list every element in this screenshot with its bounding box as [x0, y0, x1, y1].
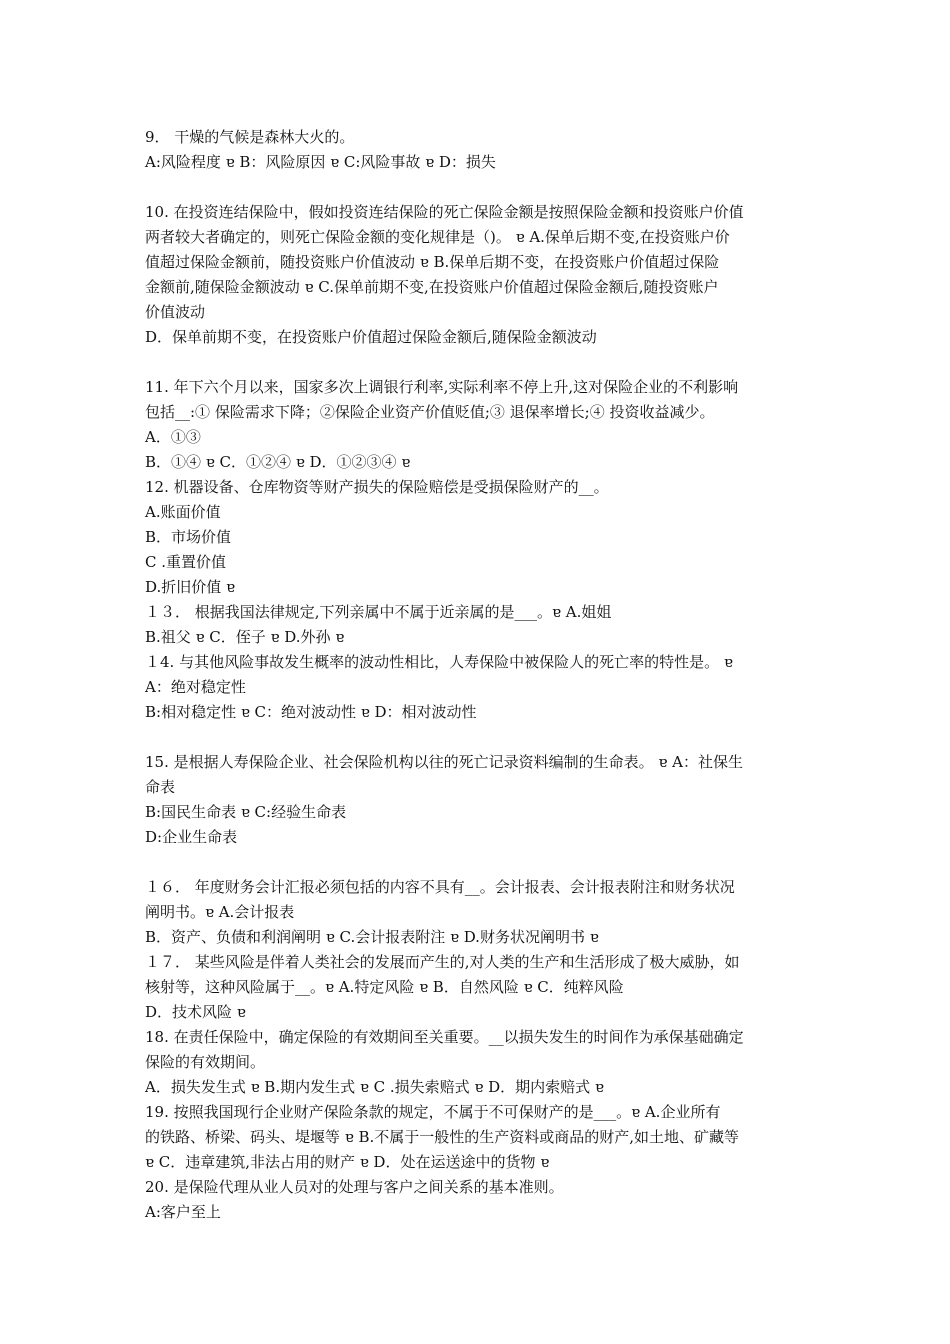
text-line: 命表: [145, 778, 176, 796]
text-line: A:风险程度 ɐ B：风险原因 ɐ C:风险事故 ɐ D：损失: [145, 153, 496, 171]
text-line: １３． 根据我国法律规定,下列亲属中不属于近亲属的是___。ɐ A.姐姐: [145, 603, 612, 621]
text-line: D．技术风险 ɐ: [145, 1003, 246, 1021]
text-line: １６． 年度财务会计汇报必须包括的内容不具有__。会计报表、会计报表附注和财务状况: [145, 878, 735, 896]
text-line: 15. 是根据人寿保险企业、社会保险机构以往的死亡记录资料编制的生命表。 ɐ A：社保生: [145, 753, 743, 771]
text-line: 的铁路、桥梁、码头、堤堰等 ɐ B.不属于一般性的生产资料或商品的财产,如土地、矿藏等: [145, 1128, 740, 1146]
text-line: 20. 是保险代理从业人员对的处理与客户之间关系的基本准则。: [145, 1178, 564, 1196]
text-line: 核射等，这种风险属于__。ɐ A.特定风险 ɐ B．自然风险 ɐ C．纯粹风险: [145, 978, 624, 996]
text-line: ɐ C．违章建筑,非法占用的财产 ɐ D．处在运送途中的货物 ɐ: [145, 1153, 550, 1171]
text-line: 保险的有效期间。: [145, 1053, 266, 1071]
text-line: A:客户至上: [145, 1203, 221, 1221]
text-line: 价值波动: [145, 303, 206, 321]
text-line: B．市场价值: [145, 528, 232, 546]
text-line: D:企业生命表: [145, 828, 238, 846]
text-line: B.祖父 ɐ C．侄子 ɐ D.外孙 ɐ: [145, 628, 345, 646]
text-line: A：绝对稳定性: [145, 678, 246, 696]
text-line: A.账面价值: [145, 503, 221, 521]
text-line: 12. 机器设备、仓库物资等财产损失的保险赔偿是受损保险财产的__。: [145, 478, 609, 496]
text-line: D．保单前期不变，在投资账户价值超过保险金额后,随保险金额波动: [145, 328, 597, 346]
text-line: 19. 按照我国现行企业财产保险条款的规定，不属于不可保财产的是___。ɐ A.企业所有: [145, 1103, 721, 1121]
text-line: 9． 干燥的气候是森林大火的。: [145, 128, 355, 146]
text-line: 11. 年下六个月以来，国家多次上调银行利率,实际利率不停上升,这对保险企业的不利影响: [145, 378, 739, 396]
text-line: 阐明书。ɐ A.会计报表: [145, 903, 295, 921]
text-line: １７． 某些风险是伴着人类社会的发展而产生的,对人类的生产和生活形成了极大威胁，如: [145, 953, 740, 971]
text-line: 18. 在责任保险中，确定保险的有效期间至关重要。__以损失发生的时间作为承保基础确定: [145, 1028, 744, 1046]
text-line: 值超过保险金额前，随投资账户价值波动 ɐ B.保单后期不变，在投资账户价值超过保险: [145, 253, 720, 271]
text-line: C .重置价值: [145, 553, 227, 571]
text-line: 金额前,随保险金额波动 ɐ C.保单前期不变,在投资账户价值超过保险金额后,随投资账户: [145, 278, 719, 296]
text-line: B:国民生命表 ɐ C:经验生命表: [145, 803, 347, 821]
text-line: １4. 与其他风险事故发生概率的波动性相比，人寿保险中被保险人的死亡率的特性是。 ɐ: [145, 653, 733, 671]
text-line: A．损失发生式 ɐ B.期内发生式 ɐ C .损失索赔式 ɐ D．期内索赔式 ɐ: [145, 1078, 604, 1096]
text-line: B．资产、负债和利润阐明 ɐ C.会计报表附注 ɐ D.财务状况阐明书 ɐ: [145, 928, 599, 946]
text-line: D.折旧价值 ɐ: [145, 578, 235, 596]
text-line: B．①④ ɐ C．①②④ ɐ D．①②③④ ɐ: [145, 453, 411, 471]
text-line: 两者较大者确定的，则死亡保险金额的变化规律是（)。 ɐ A.保单后期不变,在投资账户价: [145, 228, 730, 246]
text-line: B:相对稳定性 ɐ C：绝对波动性 ɐ D：相对波动性: [145, 703, 477, 721]
text-line: 10. 在投资连结保险中，假如投资连结保险的死亡保险金额是按照保险金额和投资账户价值: [145, 203, 744, 221]
text-line: 包括__:① 保险需求下降；②保险企业资产价值贬值;③ 退保率增长;④ 投资收益减少。: [145, 403, 715, 421]
text-line: A．①③: [145, 428, 201, 446]
